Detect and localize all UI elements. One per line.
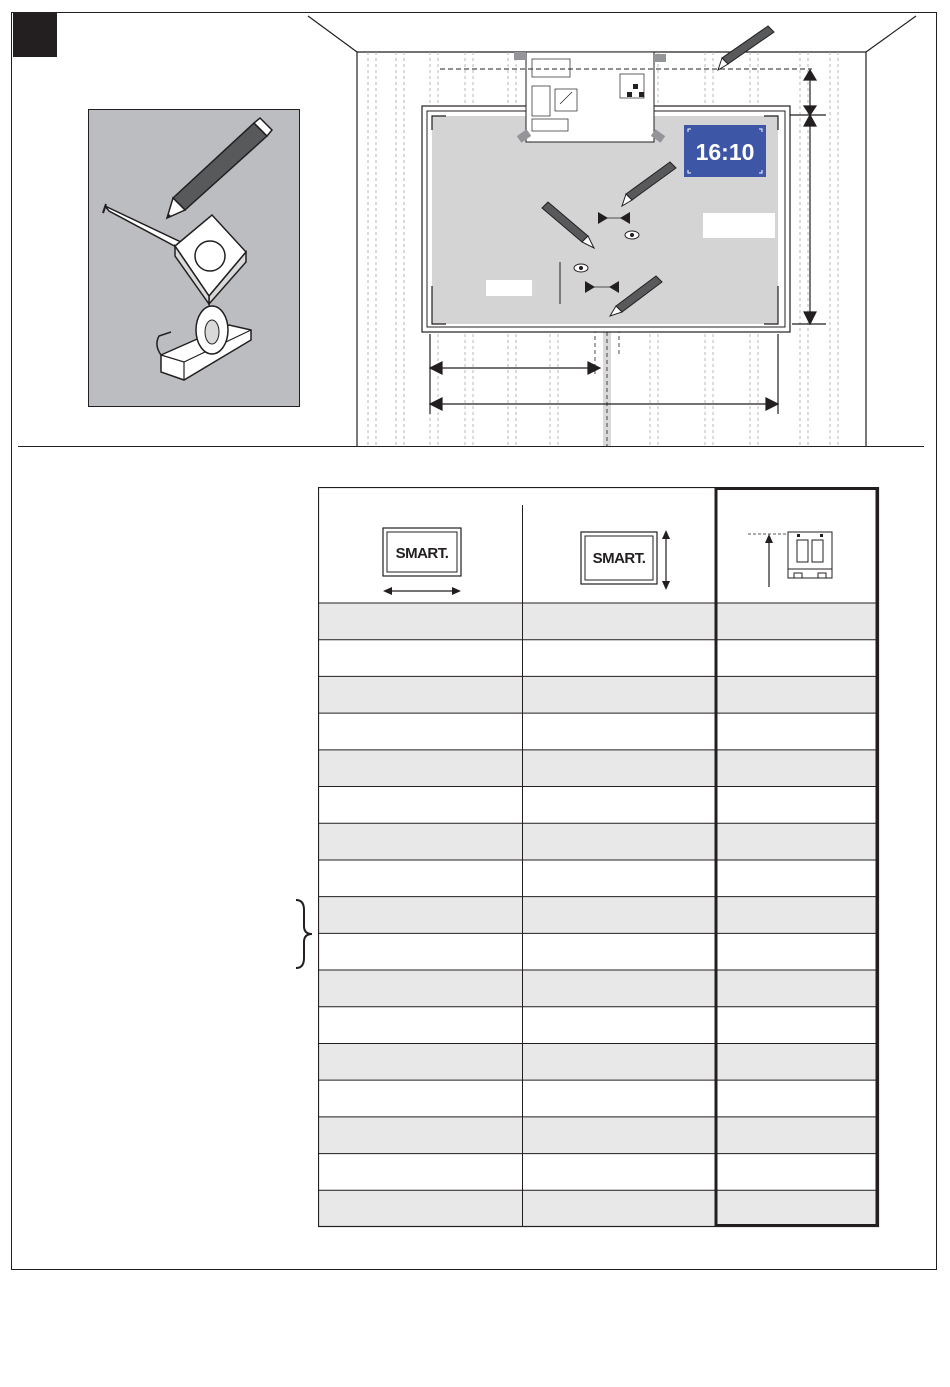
table-cell-height	[523, 1117, 715, 1154]
table-cell-mount	[716, 1043, 878, 1080]
table-cell-width	[318, 1007, 522, 1044]
table-cell-width	[318, 860, 522, 897]
eye-icon	[574, 264, 588, 272]
table-cell-width	[318, 787, 522, 824]
table-cell-height	[523, 860, 715, 897]
table-cell-height	[523, 823, 715, 860]
table-cell-height	[523, 970, 715, 1007]
table-cell-height	[523, 933, 715, 970]
table-cell-mount	[716, 1117, 878, 1154]
table-cell-mount	[716, 640, 878, 677]
table-cell-height	[523, 897, 715, 934]
table-cell-height	[523, 713, 715, 750]
table-cell-height	[523, 1154, 715, 1191]
smart-logo: SMART.	[395, 545, 449, 562]
table-cell-mount	[716, 860, 878, 897]
table-cell-mount	[716, 970, 878, 1007]
aspect-ratio-badge	[684, 125, 766, 177]
table-cell-width	[318, 713, 522, 750]
table-cell-height	[523, 1043, 715, 1080]
step-marker	[13, 13, 57, 57]
table-cell-width	[318, 676, 522, 713]
table-cell-width	[318, 1043, 522, 1080]
table-cell-height	[523, 787, 715, 824]
table-cell-mount	[716, 1190, 878, 1227]
table-cell-mount	[716, 1154, 878, 1191]
table-cell-width	[318, 823, 522, 860]
display-height-icon	[581, 530, 670, 590]
display-width-icon	[383, 528, 461, 595]
tools-panel	[88, 109, 300, 407]
aspect-ratio-label: 16:10	[695, 139, 755, 165]
display-size-table	[318, 487, 880, 1228]
table-cell-height	[523, 1007, 715, 1044]
table-cell-mount	[716, 603, 878, 640]
group-brace	[292, 898, 316, 970]
table-cell-width	[318, 603, 522, 640]
wall-mount-height-icon	[748, 532, 832, 587]
eye-icon	[625, 231, 639, 239]
table-cell-height	[523, 1190, 715, 1227]
wall-diagram	[300, 14, 924, 446]
table-cell-mount	[716, 713, 878, 750]
table-cell-height	[523, 1080, 715, 1117]
table-cell-width	[318, 933, 522, 970]
table-cell-width	[318, 1190, 522, 1227]
table-cell-mount	[716, 676, 878, 713]
table-cell-mount	[716, 823, 878, 860]
tape-dispenser-icon	[157, 306, 251, 380]
smart-logo: SMART.	[592, 550, 646, 567]
tape-measure-icon	[103, 204, 246, 304]
table-cell-width	[318, 970, 522, 1007]
table-cell-width	[318, 750, 522, 787]
table-cell-mount	[716, 897, 878, 934]
table-cell-width	[318, 1154, 522, 1191]
table-cell-height	[523, 640, 715, 677]
pencil-icon	[167, 118, 272, 218]
table-cell-mount	[716, 750, 878, 787]
table-cell-mount	[716, 1007, 878, 1044]
table-cell-mount	[716, 787, 878, 824]
table-cell-width	[318, 897, 522, 934]
table-cell-mount	[716, 1080, 878, 1117]
table-cell-height	[523, 603, 715, 640]
table-cell-height	[523, 676, 715, 713]
table-cell-width	[318, 1117, 522, 1154]
section-divider	[18, 446, 924, 447]
table-cell-mount	[716, 933, 878, 970]
pencil-icon	[718, 26, 774, 70]
table-cell-width	[318, 640, 522, 677]
table-cell-height	[523, 750, 715, 787]
table-cell-width	[318, 1080, 522, 1117]
